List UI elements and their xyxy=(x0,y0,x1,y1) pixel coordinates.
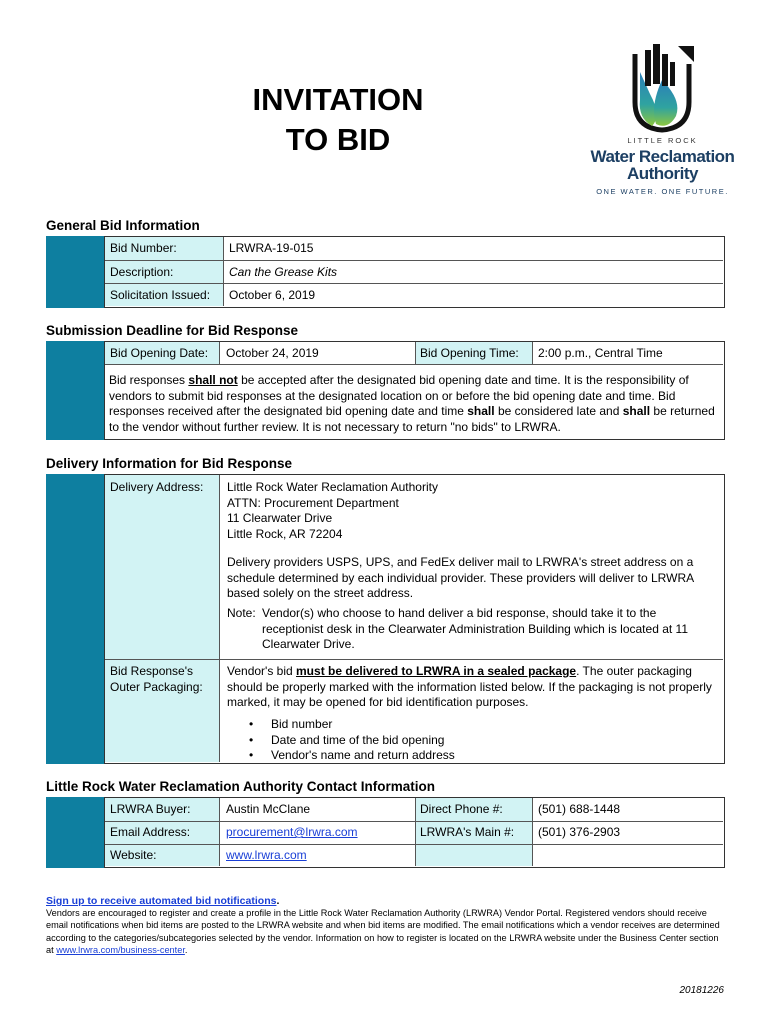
delivery-divider xyxy=(219,475,220,762)
contact-row-divider xyxy=(105,844,723,845)
bullet-item: • Vendor's name and return address xyxy=(227,748,707,764)
contact-divider xyxy=(415,798,416,866)
contact-divider xyxy=(532,798,533,866)
contact-bar xyxy=(46,797,104,868)
packaging-emphasis: must be delivered to LRWRA in a sealed package xyxy=(296,664,577,678)
main-phone-label: LRWRA's Main #: xyxy=(420,825,515,839)
issued-value: October 6, 2019 xyxy=(229,288,316,302)
policy-emphasis: shall xyxy=(622,404,651,418)
main-phone-value: (501) 376-2903 xyxy=(538,825,621,839)
outer-packaging-label xyxy=(110,664,218,695)
address-line: Little Rock Water Reclamation Authority xyxy=(227,480,438,494)
general-row-divider xyxy=(105,260,723,261)
description-label: Description: xyxy=(110,265,174,279)
note-text: Vendor(s) who choose to hand deliver a bid response, should take it to the receptionist desk in the Clearwater Administration Building which is located at 11 Clearwater Drive. xyxy=(262,606,688,651)
document-title xyxy=(200,80,476,160)
bullet-item: • Date and time of the bid opening xyxy=(227,733,707,749)
footer-period: . xyxy=(184,944,188,955)
delivery-label-column xyxy=(105,475,219,762)
phone-label: Direct Phone #: xyxy=(420,802,503,816)
bid-number-label: Bid Number: xyxy=(110,241,177,255)
email-label: Email Address: xyxy=(110,825,191,839)
logo-name-line-2: Authority xyxy=(626,164,699,183)
address-line: Little Rock, AR 72204 xyxy=(227,526,343,541)
signup-link[interactable]: Sign up to receive automated bid notifications xyxy=(46,895,277,907)
opening-time-label: Bid Opening Time: xyxy=(420,346,519,360)
logo-small-text: LITTLE ROCK xyxy=(627,136,698,145)
contact-divider xyxy=(219,798,220,866)
policy-text-part: be considered late and xyxy=(494,404,623,418)
phone-value: (501) 688-1448 xyxy=(538,802,621,816)
signup-line xyxy=(46,895,726,907)
bullet-item: • Bid number xyxy=(227,717,707,733)
deadline-heading: Submission Deadline for Bid Response xyxy=(46,323,299,338)
deadline-table xyxy=(104,341,725,440)
packaging-text-part: . The outer packaging should be properly marked with the information listed below. If the packaging is not properly marked, it may be opened for bid identification purposes. xyxy=(227,664,712,709)
buyer-label: LRWRA Buyer: xyxy=(110,802,191,816)
deadline-divider xyxy=(532,342,533,364)
logo-name xyxy=(590,148,735,182)
opening-date-label: Bid Opening Date: xyxy=(110,346,209,360)
delivery-heading: Delivery Information for Bid Response xyxy=(46,456,293,471)
logo-tagline: ONE WATER. ONE FUTURE. xyxy=(596,187,729,196)
contact-row-divider xyxy=(105,821,723,822)
packaging-bullet-list xyxy=(227,717,707,764)
signup-period: . xyxy=(276,895,280,907)
packaging-text-part: Vendor's bid xyxy=(227,664,297,678)
policy-emphasis: shall xyxy=(467,404,495,418)
policy-text-part: Bid responses xyxy=(109,373,189,387)
address-line: 11 Clearwater Drive xyxy=(227,511,333,525)
address-line: ATTN: Procurement Department xyxy=(227,495,399,510)
contact-table xyxy=(104,797,725,868)
lrwra-logo xyxy=(590,44,735,200)
document-code: 20181226 xyxy=(679,985,724,996)
bid-number-value: LRWRA-19-015 xyxy=(229,241,314,255)
outer-label-line: Bid Response's xyxy=(110,664,194,678)
opening-date-value: October 24, 2019 xyxy=(226,346,319,360)
business-center-link[interactable]: www.lrwra.com/business-center xyxy=(56,944,185,955)
logo-name-line-1: Water Reclamation xyxy=(590,147,735,166)
delivery-row-divider xyxy=(105,659,723,660)
deadline-divider xyxy=(415,342,416,364)
outer-packaging-text xyxy=(227,664,719,711)
title-line-1: INVITATION xyxy=(252,82,424,117)
general-info-bar xyxy=(46,236,104,308)
water-drop-city-icon xyxy=(590,44,735,136)
policy-text-part: be returned to the vendor without further review. It is not necessary to return "no bids" to LRWRA. xyxy=(109,404,715,434)
deadline-bar xyxy=(46,341,104,440)
general-row-divider xyxy=(105,283,723,284)
delivery-address-label: Delivery Address: xyxy=(110,480,204,494)
general-info-table xyxy=(104,236,725,308)
delivery-bar xyxy=(46,474,104,764)
website-link[interactable]: www.lrwra.com xyxy=(226,848,307,862)
general-info-heading: General Bid Information xyxy=(46,218,200,233)
issued-label: Solicitation Issued: xyxy=(110,288,211,302)
website-label: Website: xyxy=(110,848,157,862)
opening-time-value: 2:00 p.m., Central Time xyxy=(538,346,663,360)
policy-text-part: be accepted after the designated bid opening date and time. It is the responsibility of vendors to submit bid responses at the designated location on or before the bid opening date and time. Bid responses received after the designated bid opening date and time xyxy=(109,373,689,418)
delivery-address xyxy=(227,480,717,542)
policy-emphasis: shall not xyxy=(188,373,238,387)
delivery-providers-text: Delivery providers USPS, UPS, and FedEx deliver mail to LRWRA's street address on a schedule determined by each individual provider. These providers will deliver to LRWRA based solely on the street address. xyxy=(227,555,694,600)
email-link[interactable]: procurement@lrwra.com xyxy=(226,825,358,839)
note-label: Note: xyxy=(227,606,256,620)
outer-label-line: Outer Packaging: xyxy=(110,679,203,694)
deadline-row-divider xyxy=(105,364,723,365)
delivery-table xyxy=(104,474,725,764)
buyer-value: Austin McClane xyxy=(226,802,311,816)
late-bid-policy-text xyxy=(109,373,719,435)
deadline-divider xyxy=(219,342,220,364)
general-divider xyxy=(223,237,224,306)
description-value: Can the Grease Kits xyxy=(229,265,338,279)
footer-paragraph xyxy=(46,907,726,956)
title-line-2: TO BID xyxy=(285,122,391,157)
vendor-portal-footer xyxy=(46,895,726,956)
footer-text: Vendors are encouraged to register and create a profile in the Little Rock Water Reclamation Authority (LRWRA) Vendor Portal. Registered vendors should receive email notifications when bid items are posted to the LRWRA website and when bid items are modified. The email notifications which a vendor receives are determined according to the categories/subcategories selected by the vendor. Information on how to register is located on the LRWRA website under the Business Center section at xyxy=(46,908,720,955)
contact-heading: Little Rock Water Reclamation Authority Contact Information xyxy=(46,779,436,794)
